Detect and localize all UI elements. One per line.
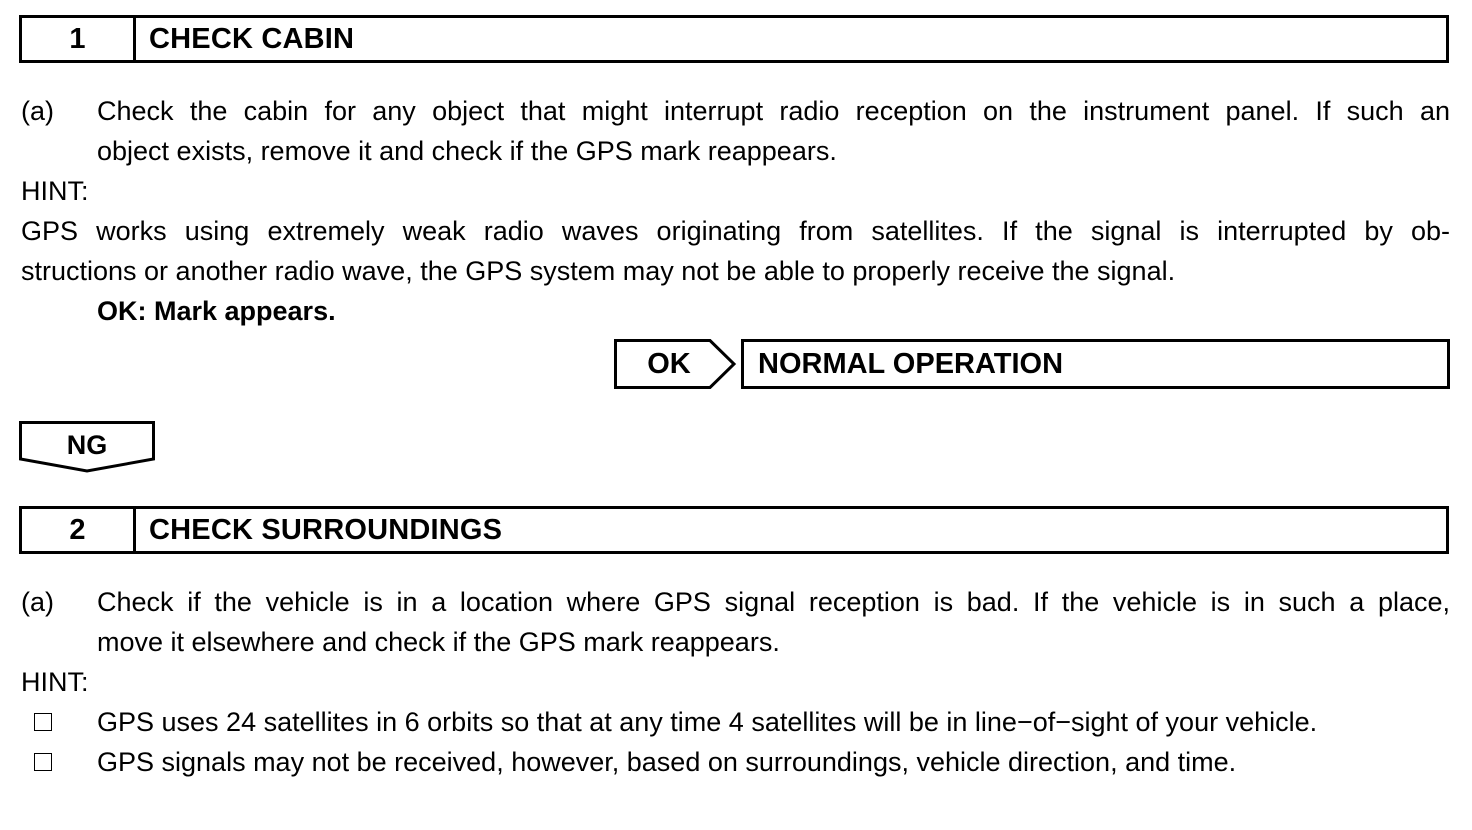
step-1-header <box>19 15 1449 63</box>
step-2-item-line-1: Check if the vehicle is in a location where GPS signal reception is bad. If the vehicle is in such a place, <box>97 587 1450 617</box>
ok-arrow-box <box>614 339 734 389</box>
step-2-number: 2 <box>22 509 136 551</box>
step-1-ok-condition: OK: Mark appears. <box>97 296 336 326</box>
step-1-item-line-1: Check the cabin for any object that might interrupt radio reception on the instrument panel. If such an <box>97 96 1450 126</box>
step-2-bullet-1: GPS uses 24 satellites in 6 orbits so that at any time 4 satellites will be in line−of−sight of your vehicle. <box>97 707 1318 737</box>
step-1-hint-label: HINT: <box>21 176 89 206</box>
step-1-title: CHECK CABIN <box>149 22 355 55</box>
step-1-hint-line-2: structions or another radio wave, the GPS system may not be able to properly receive the signal. <box>21 256 1176 286</box>
step-2-hint-label: HINT: <box>21 667 89 697</box>
step-1-hint-line-1: GPS works using extremely weak radio waves originating from satellites. If the signal is interrupted by ob- <box>21 216 1450 246</box>
step-1-number: 1 <box>22 18 136 60</box>
ng-label: NG <box>66 430 108 460</box>
normal-operation-box <box>741 339 1450 389</box>
step-2-item-label: (a) <box>21 587 54 617</box>
step-1-item-line-2: object exists, remove it and check if the GPS mark reappears. <box>97 136 837 166</box>
ng-arrow-box <box>19 421 155 475</box>
bullet-square-icon <box>34 753 52 771</box>
step-2-title: CHECK SURROUNDINGS <box>149 513 503 546</box>
step-2-header <box>19 506 1449 554</box>
step-1-item-label: (a) <box>21 96 54 126</box>
normal-operation-label: NORMAL OPERATION <box>758 347 1064 380</box>
step-2-bullet-2: GPS signals may not be received, however, based on surroundings, vehicle direction, and time. <box>97 747 1237 777</box>
ok-label: OK <box>647 348 691 380</box>
bullet-square-icon <box>34 713 52 731</box>
step-2-item-line-2: move it elsewhere and check if the GPS mark reappears. <box>97 627 780 657</box>
